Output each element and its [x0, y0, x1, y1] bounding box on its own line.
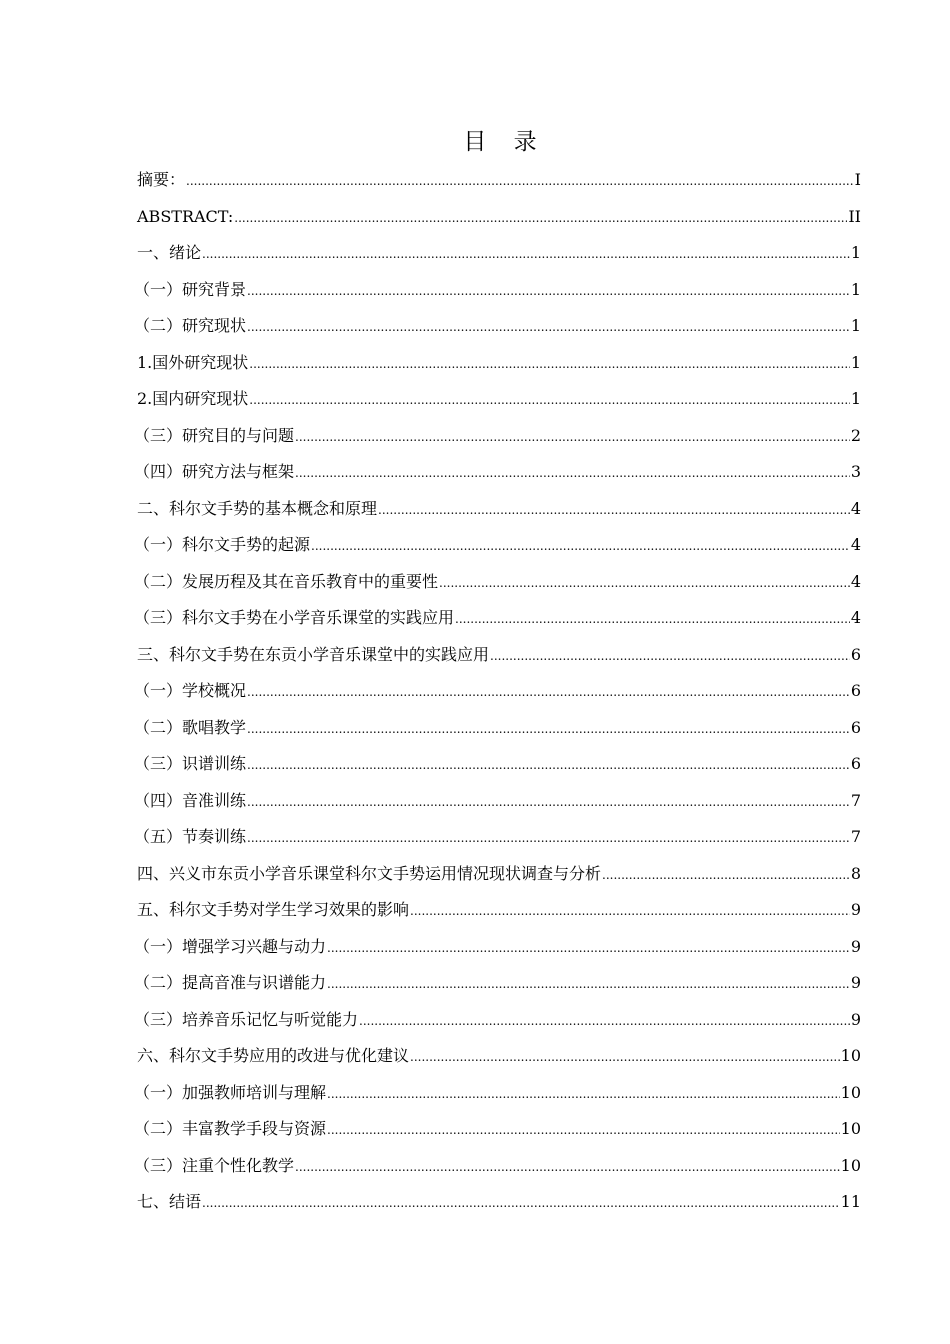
- toc-entry-label: 摘要：: [137, 170, 186, 189]
- toc-entry[interactable]: [134, 1148, 861, 1185]
- toc-entry-page-number: 6: [850, 681, 861, 700]
- toc-entry-label: 1.国外研究现状: [137, 352, 249, 372]
- toc-entry[interactable]: [137, 856, 861, 893]
- toc-entry-page-number: 9: [850, 973, 861, 992]
- toc-entry-page-number: II: [848, 206, 861, 226]
- dot-leader: [247, 674, 850, 711]
- toc-entry[interactable]: [134, 527, 861, 564]
- dot-leader: [202, 236, 850, 273]
- toc-entry-label: （一）科尔文手势的起源: [134, 535, 311, 554]
- dot-leader: [327, 930, 850, 967]
- toc-entry-label: （三）培养音乐记忆与听觉能力: [134, 1009, 359, 1029]
- dot-leader: [247, 309, 850, 346]
- toc-entry-page-number: 3: [850, 462, 861, 481]
- dot-leader: [490, 638, 850, 675]
- dot-leader: [295, 455, 850, 492]
- toc-entry-label: 二、科尔文手势的基本概念和原理: [137, 498, 378, 518]
- toc-entry-label: 三、科尔文手势在东贡小学音乐课堂中的实践应用: [137, 644, 490, 664]
- toc-entry-label: 一、绪论: [137, 243, 202, 262]
- toc-entry[interactable]: [137, 1184, 861, 1221]
- toc-entry-label: 四、兴义市东贡小学音乐课堂科尔文手势运用情况现状调查与分析: [137, 863, 602, 883]
- toc-entry[interactable]: [134, 710, 861, 747]
- toc-entry-label: （一）研究背景: [134, 279, 247, 299]
- dot-leader: [439, 565, 850, 602]
- toc-entry-page-number: 7: [850, 827, 861, 846]
- toc-entry-label: （三）科尔文手势在小学音乐课堂的实践应用: [134, 608, 455, 627]
- toc-entry[interactable]: [134, 1111, 861, 1148]
- toc-entry-page-number: 9: [850, 1009, 861, 1029]
- toc-entry[interactable]: [134, 673, 861, 710]
- toc-entry-label: 七、结语: [137, 1192, 202, 1211]
- toc-entry-page-number: 1: [850, 243, 861, 262]
- toc-entry[interactable]: [134, 418, 861, 455]
- toc-entry-label: 五、科尔文手势对学生学习效果的影响: [137, 900, 410, 919]
- toc-entry[interactable]: [134, 600, 861, 637]
- dot-leader: [247, 747, 850, 784]
- toc-entry-page-number: 1: [850, 316, 861, 335]
- toc-entry-page-number: 9: [850, 936, 861, 956]
- dot-leader: [455, 601, 850, 638]
- dot-leader: [202, 1185, 840, 1222]
- toc-entry-page-number: 11: [840, 1192, 861, 1211]
- toc-entry[interactable]: [134, 454, 861, 491]
- toc-entry-page-number: 9: [850, 900, 861, 919]
- toc-entry[interactable]: [137, 162, 861, 199]
- toc-list: [134, 162, 861, 1221]
- toc-entry-page-number: 10: [840, 1119, 861, 1138]
- dot-leader: [410, 893, 850, 930]
- toc-entry-page-number: 1: [850, 279, 861, 299]
- toc-entry[interactable]: [137, 637, 861, 674]
- toc-entry-page-number: I: [854, 170, 861, 189]
- toc-entry[interactable]: [134, 1002, 861, 1039]
- toc-entry-page-number: 2: [850, 425, 861, 445]
- toc-entry[interactable]: [137, 345, 861, 382]
- dot-leader: [247, 820, 850, 857]
- toc-entry[interactable]: [137, 381, 861, 418]
- dot-leader: [247, 273, 850, 310]
- toc-entry[interactable]: [134, 272, 861, 309]
- dot-leader: [410, 1039, 840, 1076]
- toc-entry-label: （二）发展历程及其在音乐教育中的重要性: [134, 571, 439, 591]
- toc-entry[interactable]: [137, 199, 861, 236]
- toc-entry-page-number: 7: [850, 790, 861, 810]
- toc-entry-label: （一）增强学习兴趣与动力: [134, 936, 327, 956]
- dot-leader: [186, 163, 854, 200]
- toc-entry-label: （四）音准训练: [134, 790, 247, 810]
- toc-entry-label: ABSTRACT:: [137, 206, 234, 226]
- dot-leader: [249, 382, 850, 419]
- toc-entry-label: （一）加强教师培训与理解: [134, 1082, 327, 1102]
- toc-entry[interactable]: [134, 783, 861, 820]
- dot-leader: [327, 1112, 840, 1149]
- toc-entry-page-number: 1: [850, 352, 861, 372]
- toc-entry-page-number: 4: [850, 535, 861, 554]
- toc-entry-label: （二）研究现状: [134, 316, 247, 335]
- toc-entry-label: （三）注重个性化教学: [134, 1155, 295, 1175]
- toc-entry[interactable]: [137, 491, 861, 528]
- dot-leader: [602, 857, 850, 894]
- toc-entry-label: （二）提高音准与识谱能力: [134, 973, 327, 992]
- toc-entry-label: （二）丰富教学手段与资源: [134, 1119, 327, 1138]
- toc-entry[interactable]: [134, 965, 861, 1002]
- toc-entry-page-number: 1: [850, 389, 861, 408]
- toc-entry-page-number: 10: [840, 1046, 861, 1065]
- toc-entry-page-number: 4: [850, 608, 861, 627]
- toc-entry-page-number: 8: [850, 863, 861, 883]
- dot-leader: [295, 419, 850, 456]
- dot-leader: [295, 1149, 840, 1186]
- toc-entry[interactable]: [137, 892, 861, 929]
- toc-entry[interactable]: [134, 929, 861, 966]
- toc-entry-label: （一）学校概况: [134, 681, 247, 700]
- toc-entry-label: （三）研究目的与问题: [134, 425, 295, 445]
- dot-leader: [378, 492, 850, 529]
- toc-entry-label: 2.国内研究现状: [137, 389, 249, 408]
- toc-entry[interactable]: [137, 1038, 861, 1075]
- toc-entry-page-number: 4: [850, 498, 861, 518]
- toc-title: 目 录: [463, 129, 547, 155]
- toc-entry-page-number: 6: [850, 717, 861, 737]
- toc-entry[interactable]: [134, 564, 861, 601]
- toc-entry-page-number: 10: [840, 1082, 861, 1102]
- toc-entry-page-number: 6: [850, 754, 861, 773]
- toc-entry[interactable]: [134, 1075, 861, 1112]
- toc-entry[interactable]: [134, 819, 861, 856]
- toc-entry-label: （四）研究方法与框架: [134, 462, 295, 481]
- dot-leader: [327, 966, 850, 1003]
- dot-leader: [249, 346, 850, 383]
- toc-entry[interactable]: [134, 308, 861, 345]
- toc-entry[interactable]: [134, 746, 861, 783]
- dot-leader: [327, 1076, 840, 1113]
- dot-leader: [311, 528, 850, 565]
- toc-entry-page-number: 6: [850, 644, 861, 664]
- toc-entry-page-number: 10: [840, 1155, 861, 1175]
- toc-entry-label: （二）歌唱教学: [134, 717, 247, 737]
- toc-entry-label: （三）识谱训练: [134, 754, 247, 773]
- toc-entry-label: 六、科尔文手势应用的改进与优化建议: [137, 1046, 410, 1065]
- dot-leader: [247, 711, 850, 748]
- toc-entry-page-number: 4: [850, 571, 861, 591]
- toc-entry[interactable]: [137, 235, 861, 272]
- dot-leader: [359, 1003, 850, 1040]
- dot-leader: [247, 784, 850, 821]
- toc-entry-label: （五）节奏训练: [134, 827, 247, 846]
- dot-leader: [234, 200, 847, 237]
